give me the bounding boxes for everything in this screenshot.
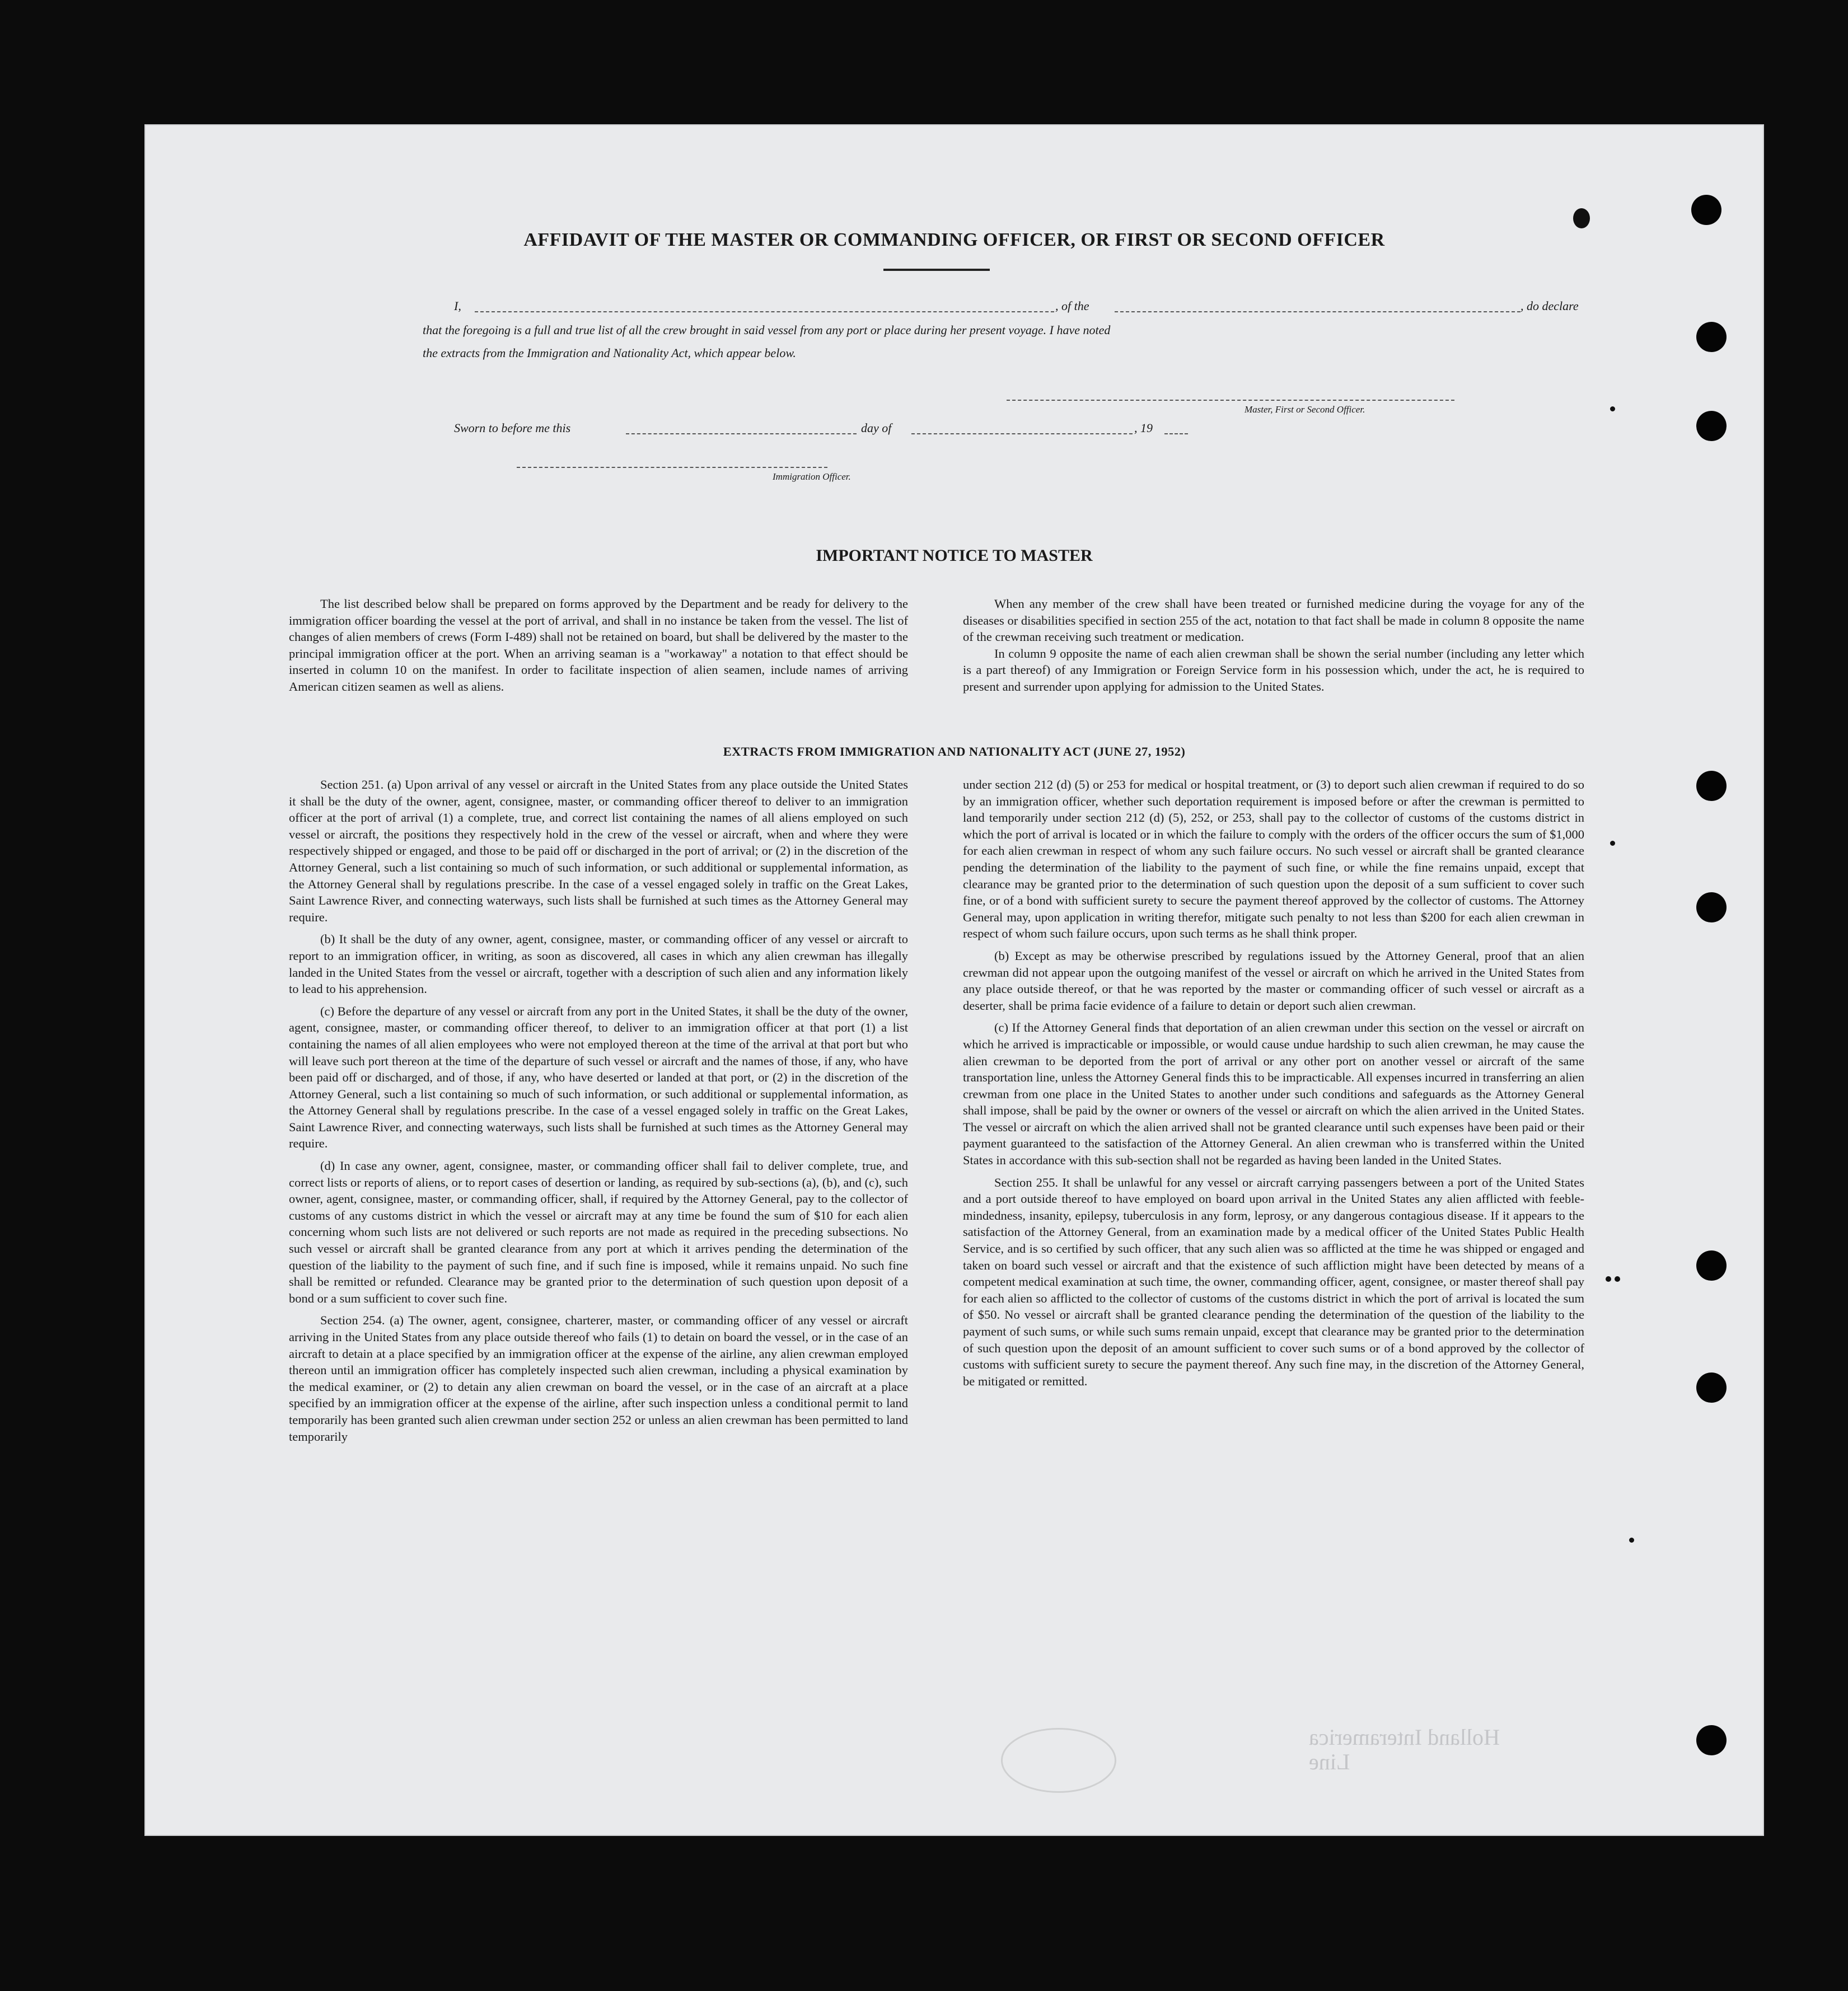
master-signature-line[interactable] [1007,400,1454,401]
ink-speck [1606,1276,1611,1282]
ink-speck [1610,406,1615,411]
punch-hole [1696,1250,1727,1281]
extract-paragraph: under section 212 (d) (5) or 253 for medical or hospital treatment, or (3) to deport such alien crewman if required to do so by an immigration officer, whether such deportation requirement is imposed before or after the crewman is permitted to land temporarily under section 212 (d) (5), 252, or 253, shall pay to the collector of customs of the customs district in which the port of arrival is located or in which the failure to comply with the orders of the officer occurs the sum of $1,000 for each alien crewman in respect of whom any such failure occurs. No such vessel or aircraft shall be granted clearance pending the determination of the liability to the payment of such fine, or while the fine remains unpaid, except that clearance may be granted prior to the determination of such question upon the deposit of a sum sufficient to cover such fine, or of a bond with sufficient surety to secure the payment thereof approved by the collector of customs. The Attorney General may, upon application in writing therefor, mitigate such penalty to not less than $200 for each alien crewman in respect of whom such failure occurs, upon such terms as he shall think proper. [963,777,1584,941]
immigration-officer-caption: Immigration Officer. [773,471,851,482]
declaration-line-2: that the foregoing is a full and true list of all the crew brought in said vessel from any port or place during her present voyage. I have noted [423,323,1111,337]
bleed-through-stamp-text [1309,1725,1622,1774]
sworn-day-blank[interactable] [626,433,857,434]
document-page [144,124,1764,1836]
punch-hole [1691,195,1721,225]
notice-right-paragraph-1: When any member of the crew shall have been treated or furnished medicine during the voyage for any of the diseases or disabilities specified in section 255 of the act, notation to that fact shall be made in column 8 opposite the name of the crewman receiving such treatment or medication. [963,597,1584,644]
extract-paragraph: (b) Except as may be otherwise prescribed by regulations issued by the Attorney General, proof that an alien crewman did not appear upon the outgoing manifest of the vessel or aircraft on which he arrived in the United States from any place outside thereof, or that he was reported by the master or commanding officer of such vessel or aircraft as a deserter, shall be prima facie evidence of a failure to detain or deport such alien crewman. [963,948,1584,1013]
bleed-through-line-1: Holland Interamerica [1309,1725,1500,1750]
year-label: , 19 [1134,421,1153,435]
ink-blot [1573,208,1590,228]
declaration-i-label: I, [454,299,461,313]
sworn-month-blank[interactable] [911,433,1133,434]
notice-right-column [963,596,1584,695]
declaration-of-the-label: , of the [1055,299,1089,313]
ink-speck [1615,1276,1620,1282]
bleed-through-line-2: Line [1309,1749,1350,1774]
extract-paragraph: (b) It shall be the duty of any owner, agent, consignee, master, or commanding officer of any vessel or aircraft to report to an immigration officer, in writing, as soon as discovered, all cases in which any alien crewman has illegally landed in the United States from the vessel or aircraft, together with a description of such alien and any information likely to lead to his apprehension. [289,932,908,996]
extracts-right-column [963,776,1584,1389]
extract-paragraph: Section 255. It shall be unlawful for any vessel or aircraft carrying passengers between a port of the United States and a port outside thereof to have employed on board upon arrival in the United States any alien afflicted with feeble-mindedness, insanity, epilepsy, tuberculosis in any form, leprosy, or any dangerous contagious disease. If it appears to the satisfaction of the Attorney General, from an examination made by a medical officer of the United States Public Health Service, and is so certified by such officer, that any such alien was so afflicted at the time he was shipped or engaged and taken on board such vessel or aircraft and that the existence of such affliction might have been detected by means of a competent medical examination at such time, the owner, commanding officer, agent, consignee, or master thereof shall pay for each alien so afflicted to the collector of customs of the customs district in which the port of arrival is located the sum of $50. No vessel or aircraft shall be granted clearance pending the determination of the question of the liability to the payment of such sums, or while such sums remain unpaid, except that clearance may be granted prior to the determination of such question upon the deposit of an amount sufficient to cover such sums or of a bond approved by the collector of customs with sufficient surety to secure the payment thereof. Any such fine may, in the discretion of the Attorney General, be mitigated or remitted. [963,1175,1584,1388]
punch-hole [1696,1725,1727,1755]
faint-circular-stamp [1001,1728,1116,1793]
extract-paragraph: (c) Before the departure of any vessel or aircraft from any port in the United States, it shall be the duty of the owner, agent, consignee, master, or commanding officer thereof, to deliver to an immigration officer at that port (1) a list containing the names of all alien employees who were not employed thereon at the time of the arrival at that port but who will leave such port thereon at the time of the departure of such vessel or aircraft and the names of those, if any, who have been paid off or discharged, and of those, if any, who have deserted or landed at that port, or (2) in the discretion of the Attorney General, such a list containing so much of such information, or such additional or supplemental information, as the Attorney General shall by regulations prescribe. In the case of a vessel engaged solely in traffic on the Great Lakes, Saint Lawrence River, and connecting waterways, such lists shall be furnished at such times as the Attorney General may require. [289,1004,908,1151]
declaration-declare-label: , do declare [1520,299,1579,313]
punch-hole [1696,892,1727,922]
extracts-title: EXTRACTS FROM IMMIGRATION AND NATIONALITY ACT (JUNE 27, 1952) [723,744,1186,758]
immigration-officer-signature-line[interactable] [517,467,827,468]
day-of-label: day of [861,421,892,435]
extracts-left-column [289,776,908,1445]
declaration-line-3: the extracts from the Immigration and Nationality Act, which appear below. [423,346,796,360]
punch-hole [1696,411,1727,441]
punch-hole [1696,771,1727,801]
sworn-label: Sworn to before me this [454,421,571,435]
notice-title: IMPORTANT NOTICE TO MASTER [816,546,1093,565]
sworn-year-blank[interactable] [1164,433,1188,434]
notice-left-column [289,596,908,695]
master-signature-caption: Master, First or Second Officer. [1245,404,1365,415]
ink-speck [1629,1538,1634,1543]
extract-paragraph: Section 251. (a) Upon arrival of any vessel or aircraft in the United States from any place outside the United States it shall be the duty of the owner, agent, consignee, master, or commanding officer thereof to deliver to an immigration officer at the port of arrival (1) a complete, true, and correct list containing the names of all aliens employed on such vessel or aircraft, the positions they respectively hold in the crew of the vessel or aircraft, when and where they were respectively shipped or engaged, and those to be paid off or discharged in the port of arrival; or (2) in the discretion of the Attorney General, such a list containing so much of such information, or such additional or supplemental information, as the Attorney General shall by regulations prescribe. In the case of a vessel engaged solely in traffic on the Great Lakes, Saint Lawrence River, and connecting waterways, such lists shall be furnished at such times as the Attorney General may require. [289,777,908,924]
title-underline [883,269,990,271]
vessel-name-blank[interactable] [1115,311,1520,312]
punch-hole [1696,1372,1727,1403]
extract-paragraph: Section 254. (a) The owner, agent, consignee, charterer, master, or commanding officer of any vessel or aircraft arriving in the United States from any place outside thereof who fails (1) to detain on board the vessel, or in the case of an aircraft to detain at a place specified by an immigration officer at the expense of the airline, any alien crewman employed thereon until an immigration officer has completely inspected such alien crewman, including a physical examination by the medical examiner, or (2) to detain any alien crewman on board the vessel, or in the case of an aircraft at a place specified by an immigration officer at the expense of the airline, after such inspection unless a conditional permit to land temporarily has been granted such alien crewman under section 252 or unless an alien crewman has been permitted to land temporarily [289,1313,908,1444]
notice-left-paragraph: The list described below shall be prepared on forms approved by the Department and be ready for delivery to the immigration officer boarding the vessel at the port of arrival, and shall in no instance be taken from the vessel. The list of changes of alien members of crews (Form I-489) shall not be retained on board, but shall be delivered by the master to the principal immigration officer at the port. When an arriving seaman is a "workaway" a notation to that effect should be inserted in column 10 on the manifest. In order to facilitate inspection of alien seamen, include names of arriving American citizen seamen as well as aliens. [289,597,908,694]
extract-paragraph: (c) If the Attorney General finds that deportation of an alien crewman under this section on the vessel or aircraft on which he arrived is impracticable or impossible, or would cause undue hardship to such alien crewman, he may cause the alien crewman to be deported from the port of arrival or any other port on another vessel or aircraft of the same transportation line, unless the Attorney General finds this to be impracticable. All expenses incurred in transferring an alien crewman from one place in the United States to another under such conditions and safeguards as the Attorney General shall impose, shall be paid by the owner or owners of the vessel or aircraft on which the alien arrived in the United States. The vessel or aircraft on which the alien arrived shall not be granted clearance until such expenses have been paid or their payment guaranteed to the satisfaction of the Attorney General. An alien crewman who is transferred within the United States in accordance with this sub-section shall not be regarded as having been landed in the United States. [963,1020,1584,1168]
notice-right-paragraph-2: In column 9 opposite the name of each alien crewman shall be shown the serial number (including any letter which is a part thereof) of any Immigration or Foreign Service form in his possession which, under the act, he is required to present and surrender upon applying for admission to the United States. [963,646,1584,694]
master-name-blank[interactable] [475,311,1054,312]
affidavit-title: AFFIDAVIT OF THE MASTER OR COMMANDING OFFICER, OR FIRST OR SECOND OFFICER [523,229,1385,250]
extract-paragraph: (d) In case any owner, agent, consignee, master, or commanding officer shall fail to deliver complete, true, and correct lists or reports of aliens, or to report cases of desertion or landing, as required by sub-sections (a), (b), and (c), such owner, agent, consignee, master, or commanding officer, shall, if required by the Attorney General, pay to the collector of customs of any customs district in which the vessel or aircraft may at any time be found the sum of $10 for each alien concerning whom such lists are not delivered or such reports are not made as required in the preceding subsections. No such vessel or aircraft shall be granted clearance from any port at which it arrives pending the determination of the question of the liability to the payment of such fine, and if such fine is imposed, while it remains unpaid. No such fine shall be remitted or refunded. Clearance may be granted prior to the determination of such question upon deposit of a bond or a sum sufficient to cover such fine. [289,1159,908,1305]
punch-hole [1696,322,1727,352]
ink-speck [1610,841,1615,846]
